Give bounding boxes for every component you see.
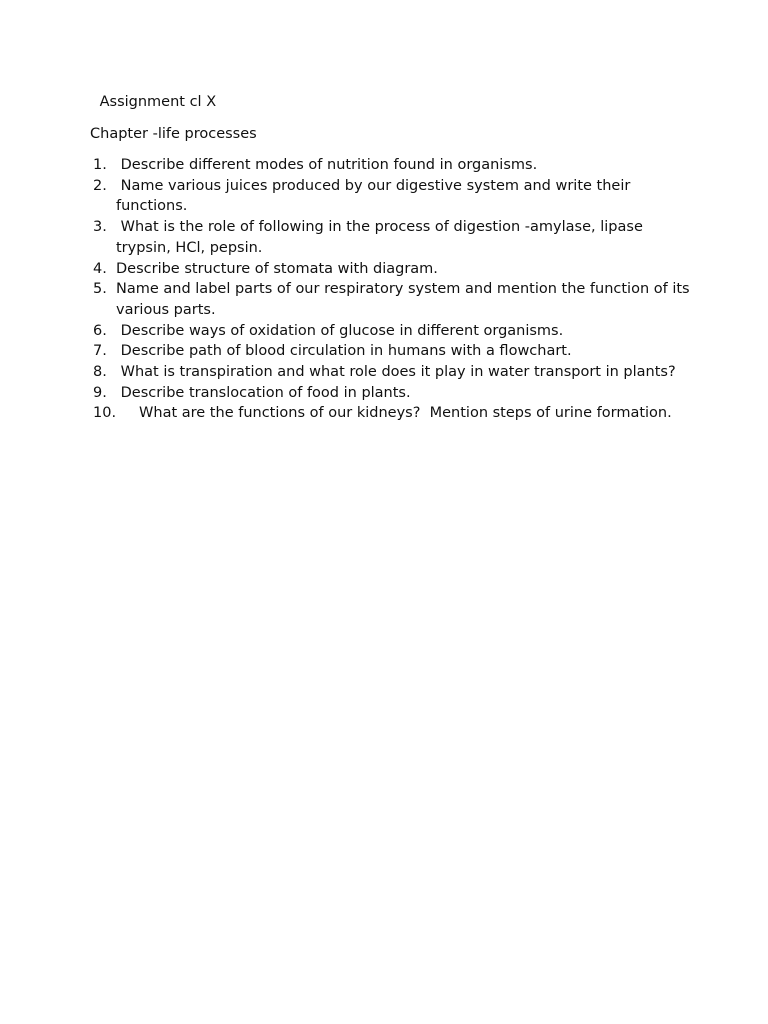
question-number: 4. [93,260,107,277]
question-number: 5. [93,281,107,298]
question-item-4 [93,259,693,280]
question-text: What is transpiration and what role does it play in water transport in plants? [116,364,676,381]
question-text: Describe ways of oxidation of glucose in different organisms. [116,322,564,339]
question-text: What are the functions of our kidneys? Mention steps of urine formation. [116,405,672,422]
question-text: Name and label parts of our respiratory system and mention the function of its various parts. [116,281,695,318]
question-text: Describe structure of stomata with diagram. [116,260,438,277]
question-item-8 [93,362,693,383]
chapter-heading: Chapter -life processes [90,126,257,142]
question-list [93,155,693,424]
question-item-1 [93,155,693,176]
question-item-2 [93,176,693,217]
question-item-7 [93,341,693,362]
question-number: 7. [93,343,107,360]
question-number: 8. [93,364,107,381]
question-item-3 [93,217,693,258]
question-number: 6. [93,322,107,339]
question-number: 9. [93,384,107,401]
question-item-6 [93,321,693,342]
question-item-5 [93,279,693,320]
question-text: Describe different modes of nutrition found in organisms. [116,157,538,173]
question-number: 1. [93,157,107,173]
question-item-9 [93,383,693,404]
question-text: What is the role of following in the process of digestion -amylase, lipase trypsin, HCl, pepsin. [116,219,648,256]
assignment-title: Assignment cl X [95,94,217,110]
question-number: 2. [93,177,107,194]
question-text: Name various juices produced by our digestive system and write their functions. [116,177,635,215]
question-number: 10. [93,405,117,422]
question-item-10 [93,403,693,424]
question-number: 3. [93,219,107,236]
question-text: Describe path of blood circulation in humans with a flowchart. [116,343,572,360]
question-text: Describe translocation of food in plants. [116,384,411,401]
